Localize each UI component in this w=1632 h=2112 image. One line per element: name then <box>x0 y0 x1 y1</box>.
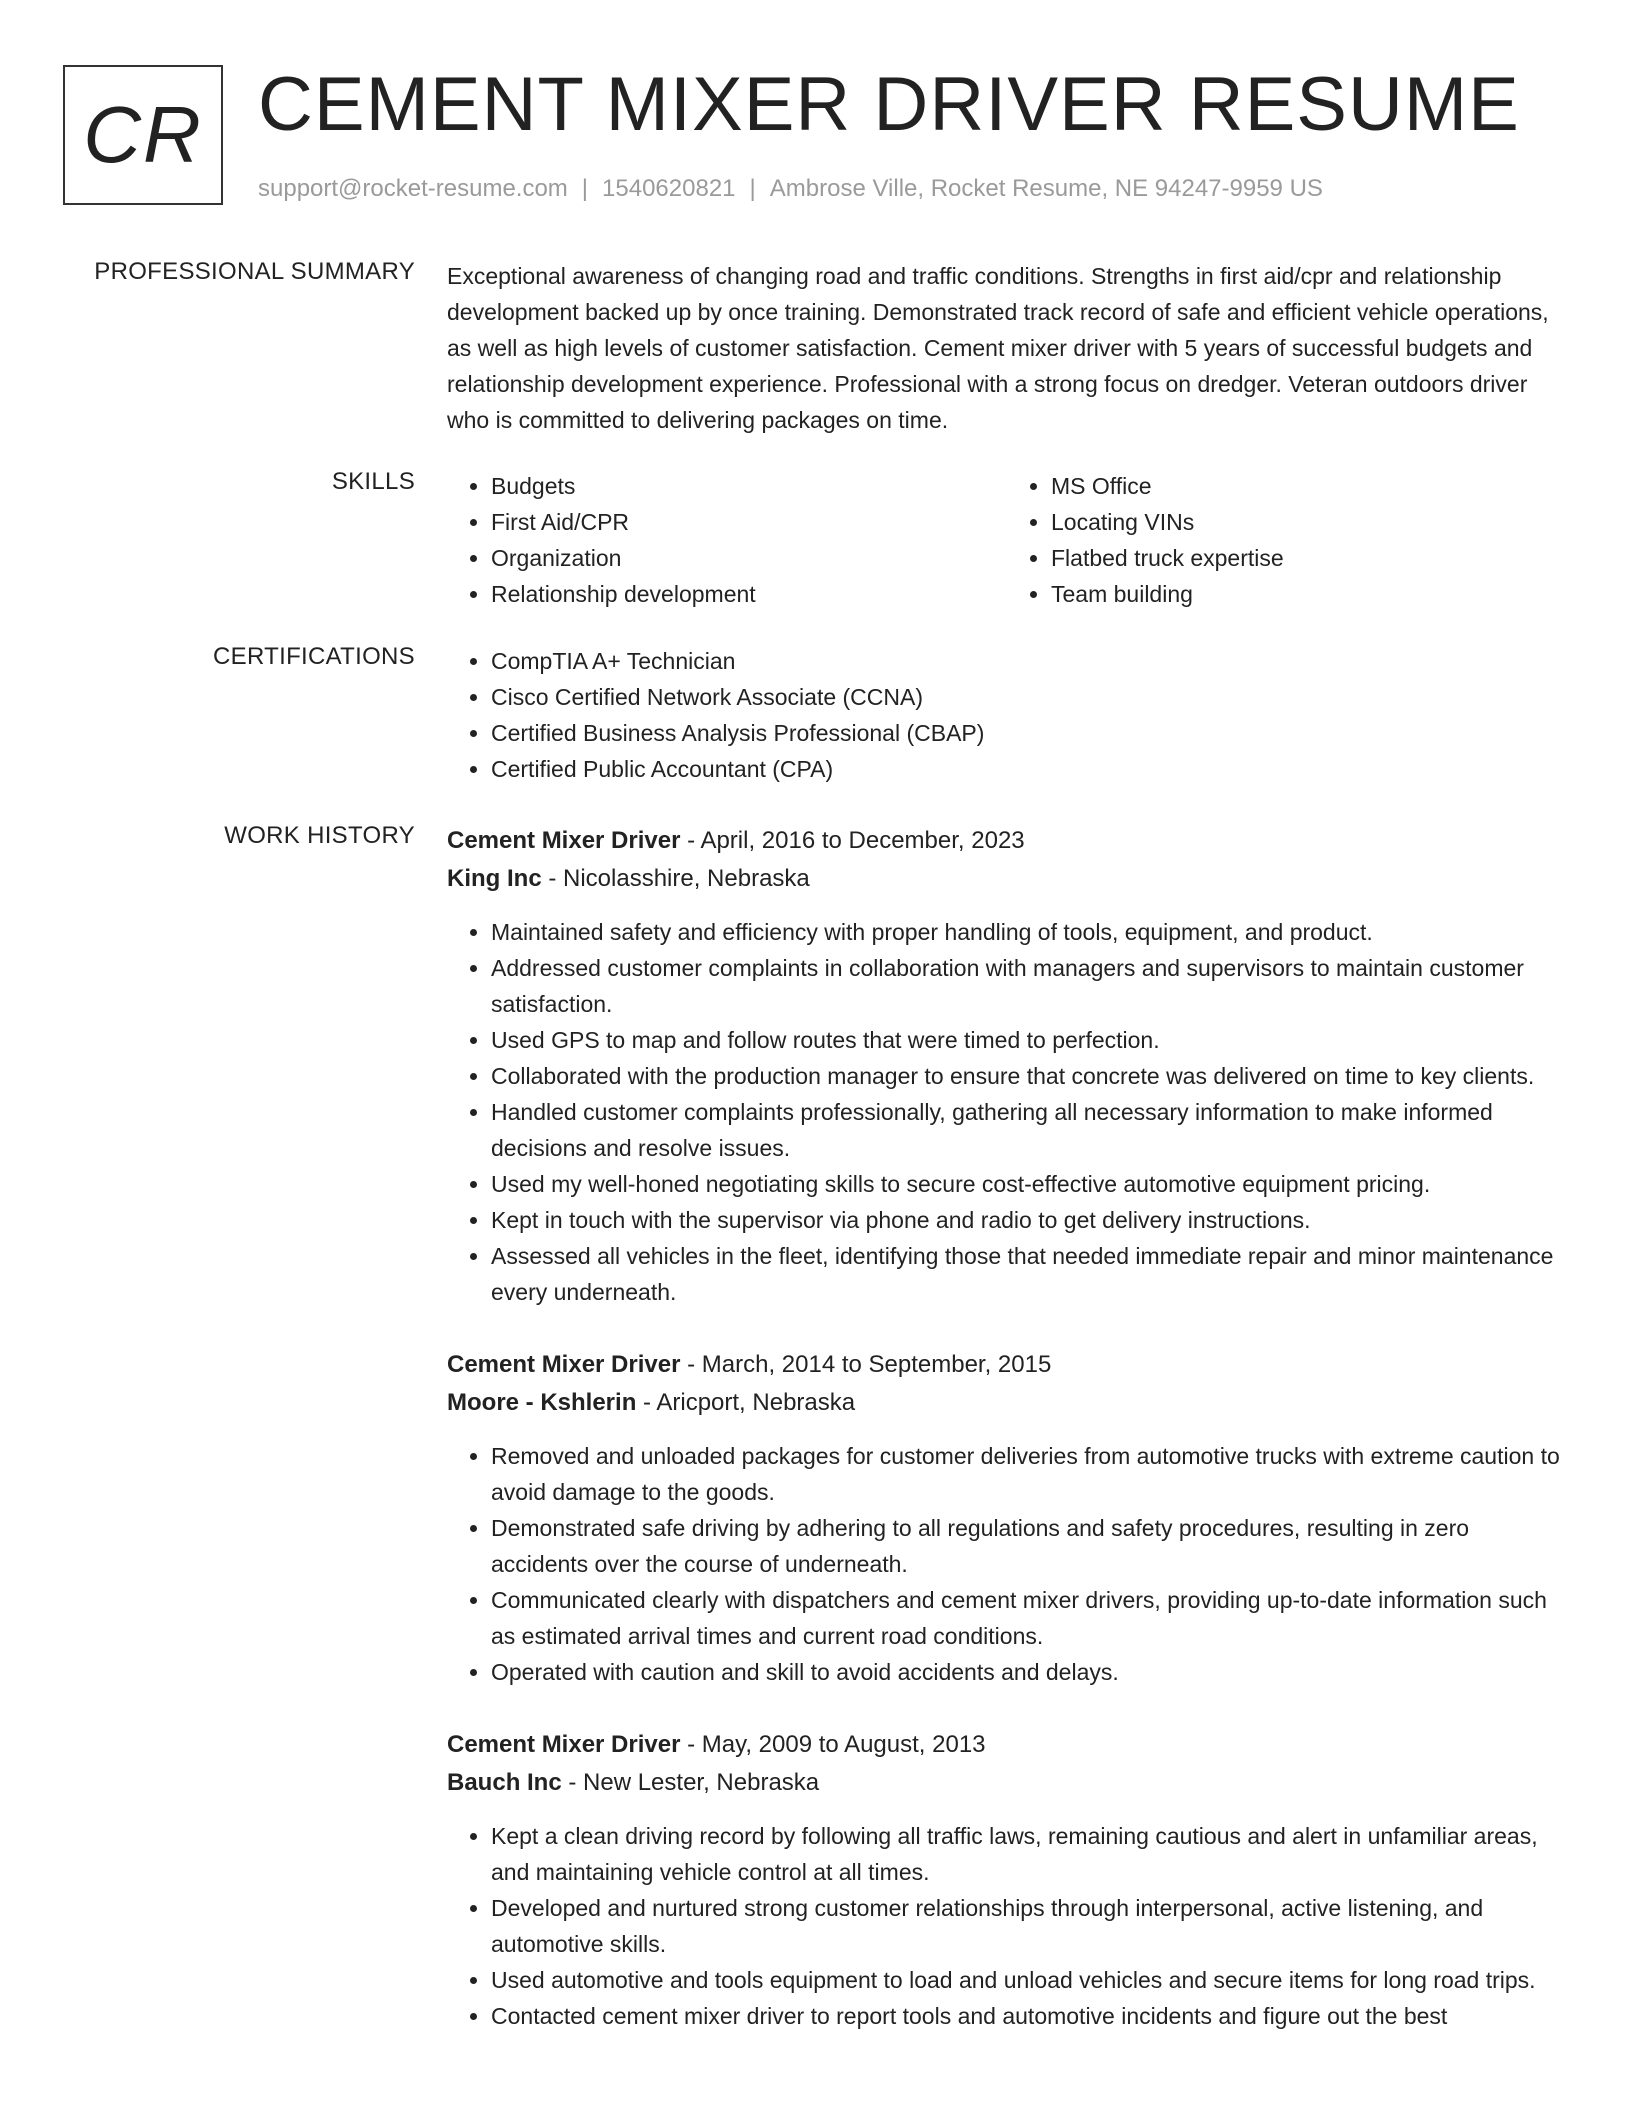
job-bullet: • Developed and nurtured strong customer relationships through interpersonal, active listening, and automotive skills. <box>491 1890 1567 1962</box>
job-bullets <box>447 1818 1567 2034</box>
monogram-logo: CR <box>63 65 223 205</box>
job-title-line <box>447 1346 1567 1384</box>
skills-list-left <box>447 468 1007 612</box>
job-location: - New Lester, Nebraska <box>561 1769 820 1796</box>
certifications-list <box>447 643 1567 787</box>
resume-title: CEMENT MIXER DRIVER RESUME <box>258 62 1520 147</box>
job-title: Cement Mixer Driver <box>447 1731 681 1758</box>
job-bullet: • Kept in touch with the supervisor via phone and radio to get delivery instructions. <box>491 1202 1567 1238</box>
job-company-line <box>447 1384 1567 1422</box>
certification-item: • CompTIA A+ Technician <box>491 643 1567 679</box>
job-bullet: • Assessed all vehicles in the fleet, identifying those that needed immediate repair and minor maintenance every underneath. <box>491 1238 1567 1310</box>
job-title: Cement Mixer Driver <box>447 1351 681 1378</box>
job-location: - Nicolasshire, Nebraska <box>541 865 810 892</box>
contact-line <box>258 175 1323 203</box>
job-bullet: • Demonstrated safe driving by adhering to all regulations and safety procedures, resulting in zero accidents over the course of underneath. <box>491 1510 1567 1582</box>
certifications-body <box>447 643 1567 787</box>
skill-item: • Flatbed truck expertise <box>1051 540 1567 576</box>
job-title: Cement Mixer Driver <box>447 827 681 854</box>
skill-item: • Relationship development <box>491 576 1007 612</box>
job-company-line <box>447 860 1567 898</box>
job-title-line <box>447 1726 1567 1764</box>
certification-item: • Cisco Certified Network Associate (CCNA) <box>491 679 1567 715</box>
summary-text: Exceptional awareness of changing road and traffic conditions. Strengths in first aid/cpr and relationship development backed up by once training. Demonstrated track record of safe and efficient vehicle operations, as well as high levels of customer satisfaction. Cement mixer driver with 5 years of successful budgets and relationship development experience. Professional with a strong focus on dredger. Veteran outdoors driver who is committed to delivering packages on time. <box>447 263 1549 433</box>
job-bullets <box>447 1438 1567 1690</box>
skills-list-right <box>1007 468 1567 612</box>
section-label-certifications: CERTIFICATIONS <box>213 643 415 670</box>
job-title-line <box>447 822 1567 860</box>
skill-item: • Locating VINs <box>1051 504 1567 540</box>
job-dates: - March, 2014 to September, 2015 <box>680 1351 1052 1378</box>
job-company: Bauch Inc <box>447 1769 562 1796</box>
skills-grid <box>447 468 1567 612</box>
skill-item: • Team building <box>1051 576 1567 612</box>
job-entry <box>447 822 1567 1310</box>
job-dates: - April, 2016 to December, 2023 <box>680 827 1025 854</box>
job-bullet: • Used my well-honed negotiating skills to secure cost-effective automotive equipment pricing. <box>491 1166 1567 1202</box>
skill-item: • First Aid/CPR <box>491 504 1007 540</box>
section-label-work-history: WORK HISTORY <box>224 822 415 849</box>
job-company: King Inc <box>447 865 542 892</box>
resume-header <box>63 62 1563 215</box>
job-company: Moore - Kshlerin <box>447 1389 637 1416</box>
job-bullet: • Used automotive and tools equipment to load and unload vehicles and secure items for long road trips. <box>491 1962 1567 1998</box>
job-bullet: • Collaborated with the production manager to ensure that concrete was delivered on time to key clients. <box>491 1058 1567 1094</box>
summary-body <box>447 258 1567 438</box>
job-bullet: • Addressed customer complaints in collaboration with managers and supervisors to maintain customer satisfaction. <box>491 950 1567 1022</box>
job-bullet: • Contacted cement mixer driver to report tools and automotive incidents and figure out the best <box>491 1998 1567 2034</box>
contact-phone[interactable]: 1540620821 <box>602 175 736 202</box>
job-company-line <box>447 1764 1567 1802</box>
job-location: - Aricport, Nebraska <box>636 1389 856 1416</box>
job-bullet: • Communicated clearly with dispatchers and cement mixer drivers, providing up-to-date information such as estimated arrival times and current road conditions. <box>491 1582 1567 1654</box>
certification-item: • Certified Public Accountant (CPA) <box>491 751 1567 787</box>
certification-item: • Certified Business Analysis Professional (CBAP) <box>491 715 1567 751</box>
job-bullet: • Used GPS to map and follow routes that were timed to perfection. <box>491 1022 1567 1058</box>
work-history-body <box>447 822 1567 2034</box>
contact-email[interactable]: support@rocket-resume.com <box>258 175 568 202</box>
job-bullets <box>447 914 1567 1310</box>
job-bullet: • Kept a clean driving record by following all traffic laws, remaining cautious and alert in unfamiliar areas, and maintaining vehicle control at all times. <box>491 1818 1567 1890</box>
skill-item: • Organization <box>491 540 1007 576</box>
section-label-skills: SKILLS <box>331 468 415 495</box>
job-bullet: • Operated with caution and skill to avoid accidents and delays. <box>491 1654 1567 1690</box>
section-label-summary: PROFESSIONAL SUMMARY <box>94 258 415 285</box>
contact-separator: | <box>749 175 756 202</box>
skill-item: • Budgets <box>491 468 1007 504</box>
job-bullet: • Maintained safety and efficiency with proper handling of tools, equipment, and product. <box>491 914 1567 950</box>
job-bullet: • Removed and unloaded packages for customer deliveries from automotive trucks with extreme caution to avoid damage to the goods. <box>491 1438 1567 1510</box>
job-entry <box>447 1726 1567 2034</box>
job-dates: - May, 2009 to August, 2013 <box>680 1731 986 1758</box>
contact-address: Ambrose Ville, Rocket Resume, NE 94247-9959 US <box>769 175 1323 202</box>
contact-separator: | <box>581 175 589 202</box>
skill-item: • MS Office <box>1051 468 1567 504</box>
job-entry <box>447 1346 1567 1690</box>
job-bullet: • Handled customer complaints professionally, gathering all necessary information to make informed decisions and resolve issues. <box>491 1094 1567 1166</box>
